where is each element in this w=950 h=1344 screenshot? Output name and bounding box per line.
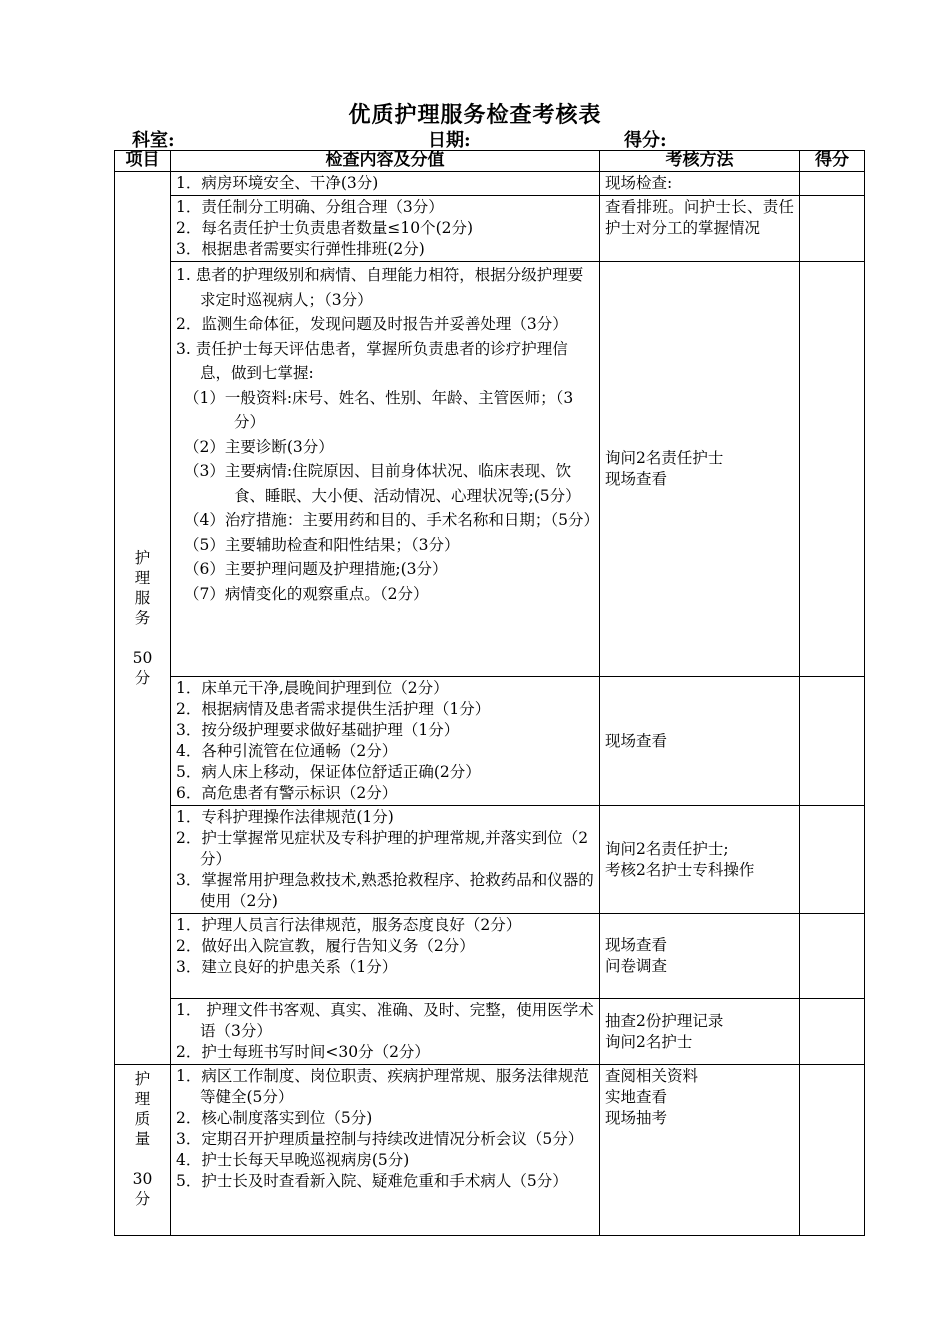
- table-row: [115, 262, 865, 677]
- content-item: 1．病区工作制度、岗位职责、疾病护理常规、服务法律规范等健全(5分）: [176, 1067, 589, 1106]
- table-row: [115, 806, 865, 914]
- content-subitem: （6）主要护理问题及护理措施;(3分）: [184, 560, 448, 578]
- project-spacer: [115, 1149, 170, 1169]
- content-subitem: （1）一般资料:床号、姓名、性别、年龄、主管医师；（3分）: [184, 388, 574, 431]
- method-cell: [600, 196, 800, 262]
- method-cell: [600, 806, 800, 914]
- method-item: 现场抽考: [605, 1109, 668, 1127]
- content-item: 2．监测生命体征，发现问题及时报告并妥善处理（3分）: [176, 315, 568, 333]
- table-row: [115, 1065, 865, 1236]
- method-item: 现场查看: [605, 731, 668, 750]
- method-item: 询问2名护士: [605, 1032, 693, 1051]
- content-cell: [171, 196, 600, 262]
- content-item: 3．建立良好的护患关系（1分）: [176, 958, 398, 976]
- method-item: 考核2名护士专科操作: [605, 860, 755, 879]
- project-points-unit: 分: [134, 1190, 151, 1208]
- method-item: 询问2名责任护士;: [605, 839, 729, 858]
- project-char: 服: [134, 589, 151, 607]
- method-cell: [600, 1065, 800, 1236]
- column-header-project: 项目: [115, 151, 171, 172]
- content-item: 1．责任制分工明确、分组合理（3分）: [176, 198, 444, 216]
- content-item: 1． 护理文件书客观、真实、准确、及时、完整，使用医学术语（3分）: [176, 1001, 594, 1040]
- method-cell: [600, 262, 800, 677]
- table-row: [115, 196, 865, 262]
- content-cell: [171, 172, 600, 196]
- project-char: 理: [134, 1090, 151, 1108]
- page-title: 优质护理服务检查考核表: [348, 102, 602, 128]
- content-subitem: （3）主要病情:住院原因、目前身体状况、临床表现、饮食、睡眠、大小便、活动情况、心理状况等;(5分）: [184, 462, 581, 505]
- score-cell[interactable]: [800, 172, 865, 196]
- content-item: 5．病人床上移动，保证体位舒适正确(2分）: [176, 763, 481, 781]
- content-cell: [171, 677, 600, 806]
- column-header-content: 检查内容及分值: [171, 151, 600, 172]
- method-item: 现场查看: [605, 470, 668, 488]
- content-subitem: （2）主要诊断(3分）: [184, 437, 334, 456]
- content-item: 2．核心制度落实到位（5分): [176, 1109, 373, 1127]
- content-item: 3. 责任护士每天评估患者，掌握所负责患者的诊疗护理信息，做到七掌握:: [176, 339, 568, 382]
- method-cell: [600, 677, 800, 806]
- project-char: 务: [134, 609, 151, 627]
- score-label: 得分:: [624, 130, 667, 151]
- score-cell[interactable]: [800, 999, 865, 1065]
- assessment-table: [114, 150, 865, 1236]
- score-cell[interactable]: [800, 806, 865, 914]
- content-item: 3．根据患者需要实行弹性排班(2分): [176, 240, 425, 258]
- content-item: 2．每名责任护士负责患者数量≤10个(2分): [176, 219, 474, 237]
- score-cell[interactable]: [800, 1065, 865, 1236]
- method-item: 现场查看: [605, 936, 668, 954]
- content-item: 2．护士每班书写时间<30分（2分）: [176, 1043, 430, 1061]
- content-item: 1．专科护理操作法律规范(1分): [176, 808, 394, 826]
- table-header-row: [115, 151, 865, 172]
- table-row: [115, 172, 865, 196]
- method-cell: [600, 172, 800, 196]
- content-cell: [171, 914, 600, 999]
- score-cell[interactable]: [800, 262, 865, 677]
- score-cell[interactable]: [800, 196, 865, 262]
- column-header-method: 考核方法: [600, 151, 800, 172]
- content-cell: [171, 262, 600, 677]
- content-cell: [171, 1065, 600, 1236]
- content-item: 4．各种引流管在位通畅（2分）: [176, 742, 398, 760]
- method-item: 实地查看: [605, 1088, 668, 1106]
- method-item: 现场检查:: [605, 174, 673, 192]
- content-item: 1．床单元干净,晨晚间护理到位（2分）: [176, 679, 449, 697]
- project-points: 30: [132, 1170, 153, 1188]
- department-label: 科室:: [132, 130, 175, 151]
- method-item: 问卷调查: [605, 957, 668, 975]
- date-label: 日期:: [428, 130, 471, 151]
- project-points: 50: [132, 649, 153, 667]
- content-subitem: （4）治疗措施：主要用药和目的、手术名称和日期；（5分）: [184, 511, 599, 529]
- table-row: [115, 677, 865, 806]
- content-item: 1．病房环境安全、干净(3分): [176, 174, 379, 192]
- project-char: 量: [134, 1130, 151, 1148]
- content-item: 2．护士掌握常见症状及专科护理的护理常规,并落实到位（2分）: [176, 829, 589, 868]
- content-item: 5．护士长及时查看新入院、疑难危重和手术病人（5分）: [176, 1172, 568, 1190]
- project-char: 护: [134, 1070, 151, 1088]
- content-item: 1．护理人员言行法律规范，服务态度良好（2分）: [176, 916, 522, 934]
- content-item: 2．做好出入院宣教，履行告知义务（2分）: [176, 937, 475, 955]
- content-item: 3．定期召开护理质量控制与持续改进情况分析会议（5分）: [176, 1130, 584, 1148]
- content-item: 2．根据病情及患者需求提供生活护理（1分）: [176, 700, 491, 718]
- content-subitem: （5）主要辅助检查和阳性结果；（3分）: [184, 535, 460, 554]
- method-item: 抽查2份护理记录: [605, 1011, 724, 1030]
- project-char: 质: [134, 1110, 151, 1128]
- project-points-unit: 分: [134, 669, 151, 687]
- project-cell-nursing-service: [115, 172, 171, 1065]
- content-item: 6．高危患者有警示标识（2分）: [176, 784, 398, 802]
- method-item: 询问2名责任护士: [605, 449, 724, 467]
- method-item: 查看排班。问护士长、责任护士对分工的掌握情况: [605, 198, 794, 237]
- score-cell[interactable]: [800, 677, 865, 806]
- score-cell[interactable]: [800, 914, 865, 999]
- content-item: 3．按分级护理要求做好基础护理（1分）: [176, 721, 460, 739]
- project-char: 护: [134, 549, 151, 567]
- method-cell: [600, 914, 800, 999]
- table-row: [115, 914, 865, 999]
- method-cell: [600, 999, 800, 1065]
- content-cell: [171, 999, 600, 1065]
- method-item: 查阅相关资料: [605, 1067, 699, 1085]
- project-char: 理: [134, 569, 151, 587]
- project-cell-nursing-quality: [115, 1065, 171, 1236]
- content-cell: [171, 806, 600, 914]
- column-header-score: 得分: [800, 151, 865, 172]
- project-spacer: [115, 628, 170, 648]
- content-item: 1. 患者的护理级别和病情、自理能力相符，根据分级护理要求定时巡视病人；（3分）: [176, 266, 584, 309]
- table-row: [115, 999, 865, 1065]
- content-item: 3．掌握常用护理急救技术,熟悉抢救程序、抢救药品和仪器的使用（2分): [176, 871, 594, 910]
- content-item: 4．护士长每天早晚巡视病房(5分): [176, 1151, 410, 1169]
- content-subitem: （7）病情变化的观察重点。（2分）: [184, 584, 429, 603]
